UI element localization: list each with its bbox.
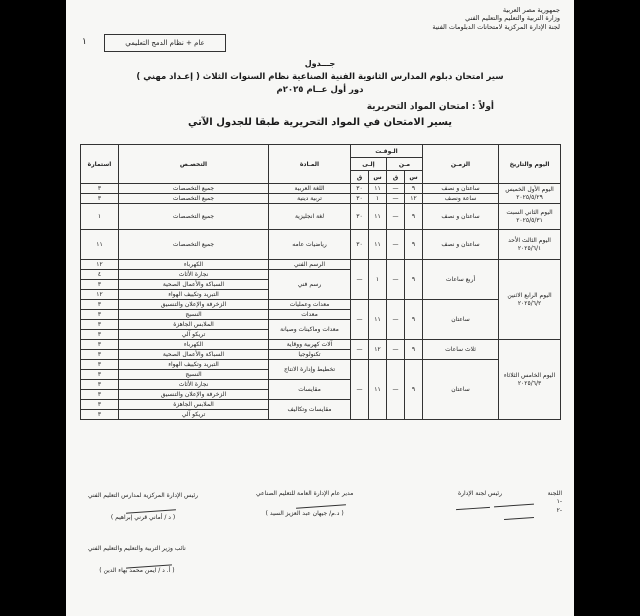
from-hour-cell: ٩: [405, 184, 423, 194]
director-name: ( د.م/ جيهان عبد العزيز السيد ): [265, 510, 344, 518]
central-head-block: [88, 492, 198, 523]
table-row: [81, 360, 561, 370]
to-minute-cell: ٣٠: [351, 230, 369, 260]
spec-cell: تريكو آلي: [119, 330, 269, 340]
to-minute-cell: —: [351, 260, 369, 300]
from-hour-cell: ٩: [405, 360, 423, 420]
to-hour-cell: ١١: [369, 230, 387, 260]
to-minute-cell: —: [351, 360, 369, 420]
to-minute-cell: ٣٠: [351, 184, 369, 194]
committee-head-block: [458, 490, 502, 498]
spec-cell: الملابس الجاهزة: [119, 320, 269, 330]
spec-cell: تريكو آلي: [119, 410, 269, 420]
table-row: [81, 340, 561, 350]
spec-cell: نجارة الأثاث: [119, 270, 269, 280]
to-hour-cell: ١٢: [369, 340, 387, 360]
forms-cell: ٤: [81, 270, 119, 280]
spec-cell: الزخرفة والإعلان والتنسيق: [119, 390, 269, 400]
ministry-line: وزارة التربية والتعليم والتعليم الفني: [465, 14, 560, 23]
deputy-title: نائب وزير التربية والتعليم والتعليم الفني: [88, 545, 186, 552]
day-cell: اليوم الخامس الثلاثاء ٢٠٢٥/٦/٣: [499, 340, 561, 420]
from-hour-cell: ٩: [405, 204, 423, 230]
spec-cell: النسيج: [119, 370, 269, 380]
to-hour-cell: ١١: [369, 184, 387, 194]
spec-cell: جميع التخصصات: [119, 230, 269, 260]
header-row: [81, 145, 561, 158]
from-hour-cell: ٩: [405, 340, 423, 360]
forms-cell: ١٢: [81, 260, 119, 270]
ministry-line: جمهورية مصر العربية: [502, 6, 560, 14]
day-cell: اليوم الثالث الأحد ٢٠٢٥/٦/١: [499, 230, 561, 260]
forms-cell: ٣: [81, 280, 119, 290]
spec-cell: الزخرفة والإعلان والتنسيق: [119, 300, 269, 310]
header-to-minute: ق: [351, 171, 369, 184]
to-hour-cell: ١: [369, 194, 387, 204]
duration-cell: ساعتان و نصف: [423, 184, 499, 194]
ministry-header: [432, 6, 560, 31]
table-row: [81, 230, 561, 260]
title-line-1: سير امتحان دبلوم المدارس الثانوية الفنية الصناعية نظام السنوات الثلاث ( إعـداد مهني ): [136, 72, 504, 82]
signature-mark: [504, 517, 534, 520]
committee-head-title: رئيس لجنة الإدارة: [457, 490, 502, 497]
forms-cell: ١١: [81, 230, 119, 260]
central-head-title: رئيس الإدارة المركزية لمدارس التعليم الفني: [88, 492, 199, 499]
from-minute-cell: —: [387, 300, 405, 340]
forms-cell: ٣: [81, 330, 119, 340]
forms-cell: ٣: [81, 370, 119, 380]
committee-member-1: ١-: [556, 498, 562, 506]
spec-cell: جميع التخصصات: [119, 184, 269, 194]
duration-cell: ثلاث ساعات: [423, 340, 499, 360]
day-cell: اليوم الأول الخميس ٢٠٢٥/٥/٢٩: [499, 184, 561, 204]
subject-cell: مقايسات: [269, 380, 351, 400]
forms-cell: ٣: [81, 380, 119, 390]
table-heading: جـــدول: [304, 59, 336, 68]
spec-cell: الكهرباء: [119, 260, 269, 270]
system-label-box: عام + نظام الدمج التعليمي: [104, 34, 226, 52]
schedule-subtitle: يسير الامتحان في المواد التحريرية طبقا للجدول الآتي: [187, 117, 453, 128]
header-from-hour: س: [405, 171, 423, 184]
from-minute-cell: —: [387, 340, 405, 360]
spec-cell: السباكة والأعمال الصحية: [119, 280, 269, 290]
header-duration: الزمـن: [423, 145, 499, 184]
subject-cell: الرسم الفني: [269, 260, 351, 270]
forms-cell: ٣: [81, 320, 119, 330]
day-cell: اليوم الرابع الاثنين ٢٠٢٥/٦/٢: [499, 260, 561, 340]
subject-cell: معدات وماكينات وصيانة: [269, 320, 351, 340]
subject-cell: مقايسات وتكاليف: [269, 400, 351, 420]
exam-schedule-document: [66, 0, 574, 616]
to-minute-cell: ٣٠: [351, 204, 369, 230]
director-title: مدير عام الإدارة العامة للتعليم الصناعي: [256, 490, 354, 497]
duration-cell: ساعتان: [423, 300, 499, 340]
header-day: اليوم والتاريخ: [499, 145, 561, 184]
spec-cell: الكهرباء: [119, 340, 269, 350]
from-minute-cell: —: [387, 230, 405, 260]
to-minute-cell: —: [351, 300, 369, 340]
subject-cell: آلات كهربية ووقاية: [269, 340, 351, 350]
header-from: مـن: [387, 158, 423, 171]
spec-cell: نجارة الأثاث: [119, 380, 269, 390]
from-minute-cell: —: [387, 194, 405, 204]
table-row: [81, 260, 561, 270]
header-to-hour: س: [369, 171, 387, 184]
subject-cell: اللغة العربية: [269, 184, 351, 194]
subject-cell: رسم فني: [269, 270, 351, 300]
duration-cell: ساعة ونصف: [423, 194, 499, 204]
subject-cell: معدات: [269, 310, 351, 320]
header-to: إلـى: [351, 158, 387, 171]
forms-cell: ٣: [81, 400, 119, 410]
forms-cell: ٣: [81, 310, 119, 320]
spec-cell: جميع التخصصات: [119, 204, 269, 230]
signature-mark: [456, 507, 490, 510]
to-minute-cell: ٣٠: [351, 194, 369, 204]
to-hour-cell: ١١: [369, 360, 387, 420]
to-minute-cell: —: [351, 340, 369, 360]
subject-cell: تكنولوجيا: [269, 350, 351, 360]
spec-cell: السباكة والأعمال الصحية: [119, 350, 269, 360]
to-hour-cell: ١١: [369, 300, 387, 340]
forms-cell: ١٢: [81, 290, 119, 300]
exam-schedule-table: [80, 144, 561, 420]
deputy-name: ( أ. د / ايمن محمد بهاء الدين ): [99, 567, 175, 575]
from-minute-cell: —: [387, 204, 405, 230]
from-minute-cell: —: [387, 360, 405, 420]
from-hour-cell: ٩: [405, 300, 423, 340]
subject-cell: تربية دينية: [269, 194, 351, 204]
committee-block: [548, 490, 562, 515]
committee-label: اللجنة: [547, 490, 562, 497]
section-heading: أولاً : امتحان المواد التحريرية: [366, 102, 494, 112]
forms-cell: ٣: [81, 194, 119, 204]
forms-cell: ٣: [81, 390, 119, 400]
table-row: [81, 194, 561, 204]
to-hour-cell: ١: [369, 260, 387, 300]
forms-cell: ٣: [81, 410, 119, 420]
duration-cell: ساعتان و نصف: [423, 204, 499, 230]
forms-cell: ٣: [81, 300, 119, 310]
spec-cell: التبريد وتكييف الهواء: [119, 360, 269, 370]
header-forms: استمارة: [81, 145, 119, 184]
from-hour-cell: ٩: [405, 230, 423, 260]
duration-cell: أربع ساعات: [423, 260, 499, 300]
ministry-line: لجنة الإدارة المركزية لامتحانات الدبلومات الفنية: [432, 22, 560, 31]
forms-cell: ٣: [81, 360, 119, 370]
subject-cell: معدات وعمليات: [269, 300, 351, 310]
forms-cell: ٣: [81, 340, 119, 350]
from-minute-cell: —: [387, 184, 405, 194]
spec-cell: جميع التخصصات: [119, 194, 269, 204]
title-line-2: دور أول عــام ٢٠٢٥م: [276, 85, 364, 95]
from-hour-cell: ٩: [405, 260, 423, 300]
signature-mark: [494, 504, 534, 508]
table-row: [81, 204, 561, 230]
forms-cell: ٣: [81, 350, 119, 360]
deputy-minister-block: [88, 545, 186, 576]
subject-cell: تخطيط وإدارة الانتاج: [269, 360, 351, 380]
header-from-minute: ق: [387, 171, 405, 184]
from-hour-cell: ١٢: [405, 194, 423, 204]
day-cell: اليوم الثاني السبت ٢٠٢٥/٥/٣١: [499, 204, 561, 230]
forms-cell: ٣: [81, 184, 119, 194]
forms-cell: ١: [81, 204, 119, 230]
table-row: [81, 300, 561, 310]
spec-cell: التبريد وتكييف الهواء: [119, 290, 269, 300]
table-row: [81, 184, 561, 194]
header-time: الـوقـت: [351, 145, 423, 158]
page-number: ١: [82, 37, 87, 47]
duration-cell: ساعتان: [423, 360, 499, 420]
subject-cell: رياضيات عامه: [269, 230, 351, 260]
committee-member-2: ٢-: [556, 506, 562, 514]
spec-cell: النسيج: [119, 310, 269, 320]
header-specialization: التخصـص: [119, 145, 269, 184]
subject-cell: لغة انجليزية: [269, 204, 351, 230]
header-subject: المـادة: [269, 145, 351, 184]
to-hour-cell: ١١: [369, 204, 387, 230]
duration-cell: ساعتان و نصف: [423, 230, 499, 260]
spec-cell: الملابس الجاهزة: [119, 400, 269, 410]
central-head-name: ( د / أماني قرني إبراهيم ): [110, 514, 176, 522]
from-minute-cell: —: [387, 260, 405, 300]
